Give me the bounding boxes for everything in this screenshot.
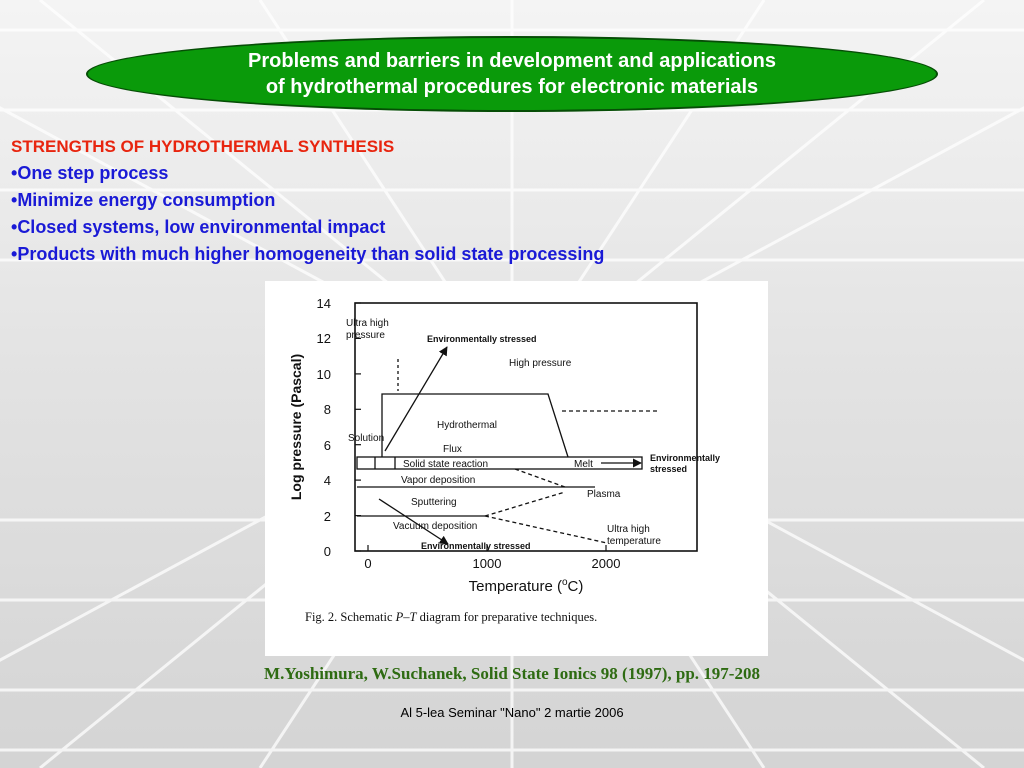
y-tick-label: 10 — [316, 367, 331, 382]
x-tick-label: 1000 — [472, 556, 502, 571]
solid-state-band — [357, 457, 642, 469]
y-tick-label: 12 — [316, 331, 331, 346]
region-label: Vacuum deposition — [393, 521, 478, 532]
y-tick-label: 0 — [323, 544, 331, 559]
bullet-marker: • — [11, 163, 18, 183]
strength-item-text: Minimize energy consumption — [17, 190, 276, 210]
region-label: Hydrothermal — [437, 420, 498, 431]
region-label: pressure — [346, 330, 385, 341]
region-label: Solid state reaction — [403, 459, 489, 470]
region-label: Vapor deposition — [401, 475, 476, 486]
strength-item — [11, 187, 811, 214]
y-tick-label: 4 — [323, 473, 331, 488]
title-line-2: of hydrothermal procedures for electronic materials — [265, 76, 759, 98]
strength-item — [11, 160, 811, 187]
y-axis-label: Log pressure (Pascal) — [288, 353, 304, 501]
figure-caption: Fig. 2. Schematic P–T diagram for preparative techniques. — [305, 610, 598, 624]
pt-diagram-svg — [265, 281, 768, 656]
bullet-marker: • — [11, 217, 18, 237]
strengths-heading: STRENGTHS OF HYDROTHERMAL SYNTHESIS — [11, 137, 395, 156]
region-label: stressed — [650, 464, 688, 474]
region-label: Melt — [574, 459, 593, 470]
y-tick-label: 14 — [316, 296, 331, 311]
strength-item — [11, 241, 811, 268]
region-label: temperature — [607, 536, 661, 547]
arrow-up-env-stressed — [385, 347, 447, 451]
title-banner — [86, 36, 938, 112]
region-label: Solution — [348, 433, 385, 444]
region-label: Ultra high — [346, 318, 389, 329]
strengths-section — [11, 134, 811, 268]
strength-item-text: Closed systems, low environmental impact — [17, 217, 386, 237]
region-label: Environmentally stressed — [427, 334, 537, 344]
region-label: High pressure — [509, 358, 572, 369]
bullet-marker: • — [11, 190, 18, 210]
region-label: Sputtering — [411, 497, 457, 508]
region-label: Plasma — [587, 489, 621, 500]
strength-item-text: Products with much higher homogeneity than solid state processing — [17, 244, 605, 264]
bullet-marker: • — [11, 244, 18, 264]
y-tick-label: 2 — [323, 509, 331, 524]
y-tick-label: 8 — [323, 402, 331, 417]
strength-item-text: One step process — [17, 163, 169, 183]
citation: M.Yoshimura, W.Suchanek, Solid State Ionics 98 (1997), pp. 197-208 — [264, 664, 760, 683]
region-label: Environmentally — [650, 453, 721, 463]
region-label: Ultra high — [607, 524, 650, 535]
region-label: Environmentally stressed — [421, 541, 531, 551]
region-label: Flux — [443, 444, 462, 455]
title-line-1: Problems and barriers in development and applications — [248, 50, 776, 72]
x-tick-label: 2000 — [591, 556, 621, 571]
x-axis-label: Temperature ($^o$C) — [468, 577, 584, 595]
x-tick-label: 0 — [364, 556, 372, 571]
strength-item — [11, 214, 811, 241]
pt-diagram-figure — [265, 281, 768, 656]
footer: Al 5-lea Seminar "Nano" 2 martie 2006 — [400, 705, 624, 720]
y-tick-label: 6 — [323, 438, 331, 453]
